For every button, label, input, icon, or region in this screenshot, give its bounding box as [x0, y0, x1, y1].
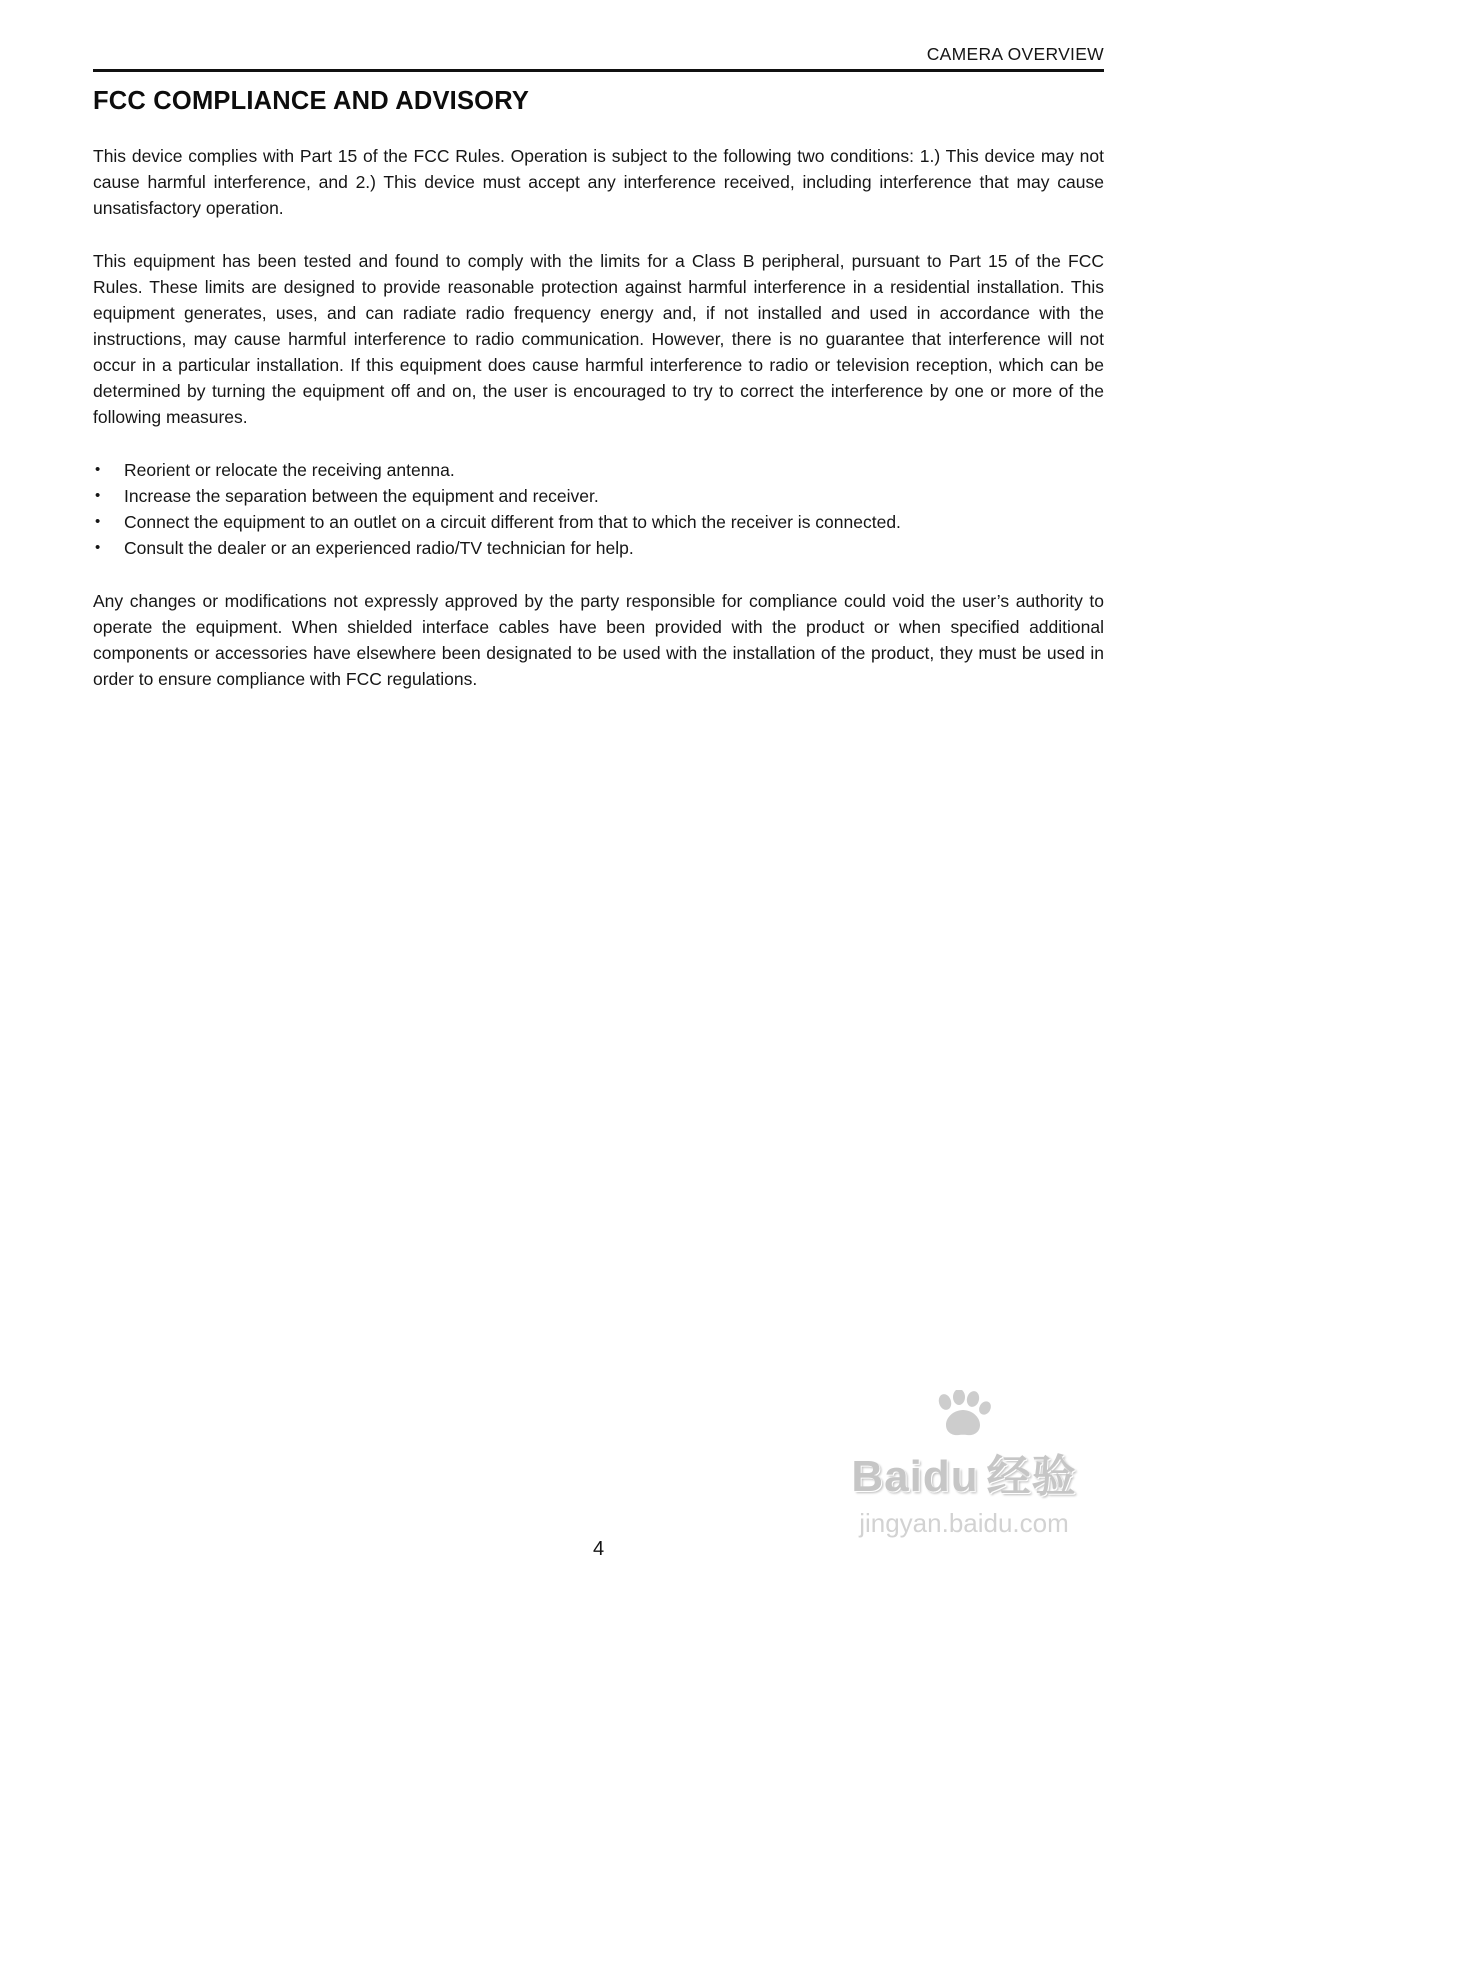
page-number: 4 — [592, 1538, 605, 1560]
list-item-text: Consult the dealer or an experienced radio/TV technician for help. — [124, 538, 634, 558]
bullet-icon: • — [95, 487, 101, 504]
watermark-brand-latin: Baidu — [851, 1452, 979, 1501]
watermark-brand — [828, 1440, 1100, 1504]
page-title: FCC COMPLIANCE AND ADVISORY — [93, 87, 530, 115]
bullet-icon: • — [95, 539, 101, 556]
bullet-icon: • — [95, 513, 101, 530]
paragraph: Any changes or modifications not expressly approved by the party responsible for compliance could void the user’s authority to operate the equipment. When shielded interface cables have been provided with the product or when specified additional components or accessories have elsewhere been designated to be used with the installation of the product, they must be used in order to ensure compliance with FCC regulations. — [93, 591, 1104, 689]
list-item — [93, 509, 1104, 535]
list-item — [93, 457, 1104, 483]
paragraph: This equipment has been tested and found to comply with the limits for a Class B peripheral, pursuant to Part 15 of the FCC Rules. These limits are designed to provide reasonable protection against harmful interference in a residential installation. This equipment generates, uses, and can radiate radio frequency energy and, if not installed and used in accordance with the instructions, may cause harmful interference to radio communication. However, there is no guarantee that interference will not occur in a particular installation. If this equipment does cause harmful interference to radio or television reception, which can be determined by turning the equipment off and on, the user is encouraged to try to correct the interference by one or more of the following measures. — [93, 251, 1104, 427]
bullet-icon: • — [95, 461, 101, 478]
list-item-text: Reorient or relocate the receiving antenna. — [124, 460, 455, 480]
list-item — [93, 483, 1104, 509]
header-divider — [93, 69, 1104, 72]
list-item-text: Increase the separation between the equipment and receiver. — [124, 486, 599, 506]
bullet-list — [93, 457, 1104, 561]
baidu-watermark — [828, 1390, 1100, 1539]
list-item-text: Connect the equipment to an outlet on a circuit different from that to which the receiver is connected. — [124, 512, 901, 532]
page-content — [93, 0, 1104, 692]
watermark-brand-chinese: 经验 — [986, 1452, 1077, 1501]
list-item — [93, 535, 1104, 561]
paragraph: This device complies with Part 15 of the FCC Rules. Operation is subject to the following two conditions: 1.) This device may not cause harmful interference, and 2.) This device must accept any interference received, including interference that may cause unsatisfactory operation. — [93, 146, 1104, 218]
running-header: CAMERA OVERVIEW — [926, 44, 1104, 64]
watermark-url: jingyan.baidu.com — [859, 1508, 1069, 1538]
paw-icon — [931, 1390, 997, 1438]
